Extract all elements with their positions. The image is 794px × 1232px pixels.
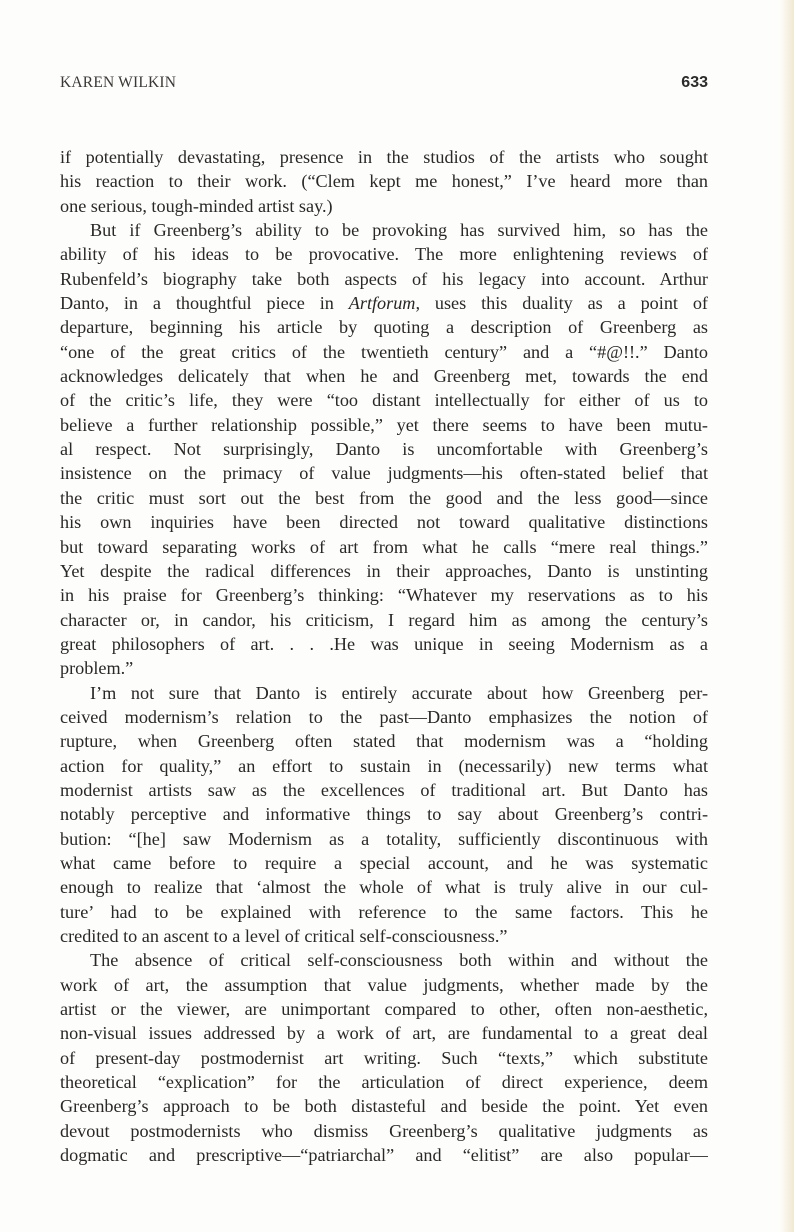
text-line: his reaction to their work. (“Clem kept me honest,” I’ve heard more than	[60, 171, 708, 192]
publication-title: Artforum,	[348, 293, 420, 314]
text-line: non-visual issues addressed by a work of art, are fundamental to a great deal	[60, 1023, 708, 1044]
text-line: but toward separating works of art from what he calls “mere real things.”	[60, 536, 708, 557]
page-edge	[780, 0, 794, 1232]
text-line: ture’ had to be explained with reference to the same factors. This he	[60, 901, 708, 922]
text-line: the critic must sort out the best from the good and the less good—since	[60, 487, 708, 508]
text-line: artist or the viewer, are unimportant compared to other, often non-aesthetic,	[60, 999, 708, 1020]
text-line: dogmatic and prescriptive—“patriarchal” and “elitist” are also popular—	[60, 1145, 708, 1166]
text-line: I’m not sure that Danto is entirely accurate about how Greenberg per-	[90, 682, 708, 703]
text-line: problem.”	[60, 658, 134, 679]
text-line: modernist artists saw as the excellences of traditional art. But Danto has	[60, 779, 708, 800]
text-line: bution: “[he] saw Modernism as a totality, sufficiently discontinuous with	[60, 828, 708, 849]
text-line: Yet despite the radical differences in their approaches, Danto is unstinting	[60, 560, 708, 581]
running-head	[60, 74, 708, 96]
text-line: al respect. Not surprisingly, Danto is uncomfortable with Greenberg’s	[60, 439, 708, 460]
text-run: uses this duality as a point of	[420, 293, 708, 314]
text-line: of present-day postmodernist art writing. Such “texts,” which substitute	[60, 1047, 708, 1068]
text-line	[60, 291, 708, 315]
text-line: acknowledges delicately that when he and Greenberg met, towards the end	[60, 366, 708, 387]
text-line: character or, in candor, his criticism, I regard him as among the century’s	[60, 609, 708, 630]
text-line: rupture, when Greenberg often stated that modernism was a “holding	[60, 731, 708, 752]
text-line: theoretical “explication” for the articulation of direct experience, deem	[60, 1072, 708, 1093]
text-line: ceived modernism’s relation to the past—Danto emphasizes the notion of	[60, 706, 708, 727]
text-line: ability of his ideas to be provocative. The more enlightening reviews of	[60, 244, 708, 265]
text-line: “one of the great critics of the twentieth century” and a “#@!!.” Danto	[60, 341, 708, 362]
text-line: enough to realize that ‘almost the whole of what is truly alive in our cul-	[60, 877, 708, 898]
text-line: one serious, tough-minded artist say.)	[60, 195, 333, 216]
text-line: devout postmodernists who dismiss Greenberg’s qualitative judgments as	[60, 1120, 708, 1141]
text-line: notably perceptive and informative things to say about Greenberg’s contri-	[60, 804, 708, 825]
running-head-author: KAREN WILKIN	[60, 74, 177, 91]
text-line: believe a further relationship possible,” yet there seems to have been mutu-	[60, 414, 708, 435]
text-line: credited to an ascent to a level of critical self-consciousness.”	[60, 926, 508, 946]
text-line: great philosophers of art. . . .He was unique in seeing Modernism as a	[60, 633, 708, 654]
text-line: departure, beginning his article by quoting a description of Greenberg as	[60, 317, 708, 338]
text-run: Danto, in a thoughtful piece in	[60, 293, 349, 314]
text-line: in his praise for Greenberg’s thinking: “Whatever my reservations as to his	[60, 585, 708, 606]
text-line: But if Greenberg’s ability to be provoking has survived him, so has the	[90, 220, 708, 241]
text-line: action for quality,” an effort to sustain in (necessarily) new terms what	[60, 755, 708, 776]
text-line: work of art, the assumption that value judgments, whether made by the	[60, 974, 708, 995]
text-line: insistence on the primacy of value judgments—his often-stated belief that	[60, 463, 708, 484]
text-line: what came before to require a special account, and he was systematic	[60, 852, 708, 873]
body-text	[60, 145, 708, 1167]
page-number: 633	[681, 74, 708, 91]
text-line: Rubenfeld’s biography take both aspects of his legacy into account. Arthur	[60, 268, 708, 289]
text-line: Greenberg’s approach to be both distasteful and beside the point. Yet even	[60, 1096, 708, 1117]
text-line: his own inquiries have been directed not toward qualitative distinctions	[60, 512, 708, 533]
text-line: of the critic’s life, they were “too distant intellectually for either of us to	[60, 390, 708, 411]
text-line: The absence of critical self-consciousness both within and without the	[90, 950, 708, 971]
text-line: if potentially devastating, presence in the studios of the artists who sought	[60, 147, 708, 167]
